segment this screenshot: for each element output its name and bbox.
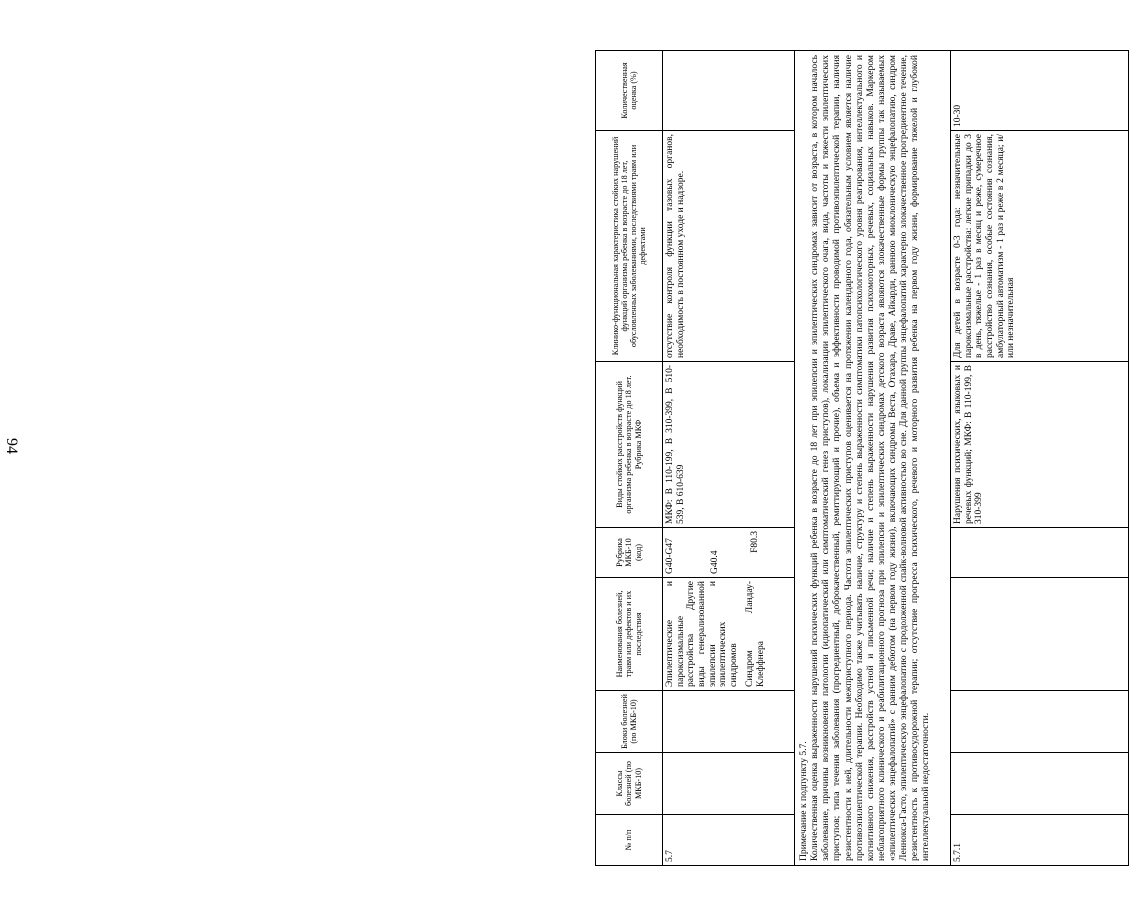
code-g40-4: G40.4 — [709, 550, 720, 574]
row-5-7-1-class — [951, 753, 1129, 815]
row-5-7-disease — [663, 578, 795, 691]
header-code: Рубрика МКБ-10 (код) — [596, 528, 663, 578]
row-5-7-1-score: 10-30 — [951, 51, 1129, 131]
row-5-7-clinical: отсутствие контроля функции тазовых органов, необходимость в постоянном уходе и надзоре. — [663, 131, 795, 362]
note-title: Примечание к подпункту 5.7. — [798, 741, 809, 861]
page-number: 94 — [3, 438, 20, 454]
disease-landau-text: Синдром Ландау-Клеффнера — [745, 581, 766, 687]
header-block: Блоки болезней (по МКБ-10) — [596, 691, 663, 753]
table-row-5-7 — [663, 51, 795, 866]
code-g40-g47: G40-G47 — [665, 538, 675, 574]
note-row — [795, 51, 951, 866]
table-row-5-7-1 — [951, 51, 1129, 866]
row-5-7-class — [663, 753, 795, 815]
row-5-7-num: 5.7 — [663, 815, 795, 866]
row-5-7-code — [663, 528, 795, 578]
row-5-7-types: МКФ: В 110-199, В 310-399, В 510-539, В 610-639 — [663, 362, 795, 528]
row-5-7-1-clinical: Для детей в возрасте 0-3 года: незначительные пароксизмальные расстройства: легкие припадки до 3 в день, тяжелые - 1 раз в месяц и реже, сумеречное расстройство сознания, особые состояния сознания, амбулаторный автоматизм - 1 раз и реже в 2 месяца; и/или незначительная — [951, 131, 1129, 362]
row-5-7-block — [663, 691, 795, 753]
note-cell — [795, 51, 951, 866]
header-score: Количественная оценка (%) — [596, 51, 663, 131]
disease-epilepsy-text: Эпилептические и пароксизмальные расстройства Другие виды генерализованной эпилепсии и эпилептических синдромов — [665, 581, 739, 687]
row-5-7-1-types: Нарушения психических, языковых и речевых функций; МКФ: В 110-199, В 310-399 — [951, 362, 1129, 528]
header-disease: Наименования болезней, травм или дефектов и их последствия — [596, 578, 663, 691]
row-5-7-1-block — [951, 691, 1129, 753]
row-5-7-1-code — [951, 528, 1129, 578]
header-num: № п/п — [596, 815, 663, 866]
row-5-7-1-disease — [951, 578, 1129, 691]
header-class: Классы болезней (по МКБ-10) — [596, 753, 663, 815]
note-text: Количественная оценка выраженности нарушений психических функций ребенка в возрасте до 18 лет при эпилепсии и эпилептических синдромах зависит от возраста, в котором началось заболевание, причины возникновения патологии (идиопатический или симптоматический генез приступов), локализации эпилептического очага, вида, частоты и тяжести эпилептических приступов; типа течения заболевания (прогредиентный, доброкачественный, ремиттирующий и прочие), объема и эффективности проводимой противоэпилептической терапии, наличия резистентности к ней, длительности межприступного периода. Частота эпилептических приступов оценивается на протяжении календарного года, обязательным условием является наличие противоэпилептической терапии. Необходимо также учитывать наличие, структуру и степень выраженности симптоматики патопсихологического уровня реагирования, интеллектуального и когнитивного снижения, расстройств устной и письменной речи; наличие и степень выраженности нарушения развития психомоторных, речевых, социальных навыков. Маркером неблагоприятного клинического и реабилитационного прогноза при эпилепсии и эпилептических синдромах детского возраста являются злокачественные формы группы так называемых «эпилептических энцефалопатий» с ранним дебютом (на первом году жизни), включающих синдромы Веста, Отахара, Драве, Айкарди, раннюю миоклоническую энцефалопатию, синдром Леннокса-Гасто, эпилептическую энцефалопатию с продолженной спайк-волновой активностью во сне. Для данной группы энцефалопатий характерно злокачественное прогредиентное течение, резистентность к противосудорожной терапии; отсутствие прогресса психического, речевого и моторного развития ребенка на первом году жизни, формирование тяжелой и глубокой интеллектуальной недостаточности. — [809, 55, 932, 861]
table-header-row — [596, 51, 663, 866]
row-5-7-score — [663, 51, 795, 131]
code-f80-3: F80.3 — [750, 531, 761, 553]
row-5-7-1-num: 5.7.1 — [951, 815, 1129, 866]
rotated-table-sheet — [595, 51, 1135, 866]
header-types: Виды стойких расстройств функций организма ребенка в возрасте до 18 лет. Рубрика МКФ — [596, 362, 663, 528]
disability-criteria-table — [595, 50, 1129, 866]
header-clinical: Клинико-функциональная характеристика стойких нарушений функций организма ребенка в возрасте до 18 лет, обусловленных заболеваниями, последствиями травм или дефектами — [596, 131, 663, 362]
